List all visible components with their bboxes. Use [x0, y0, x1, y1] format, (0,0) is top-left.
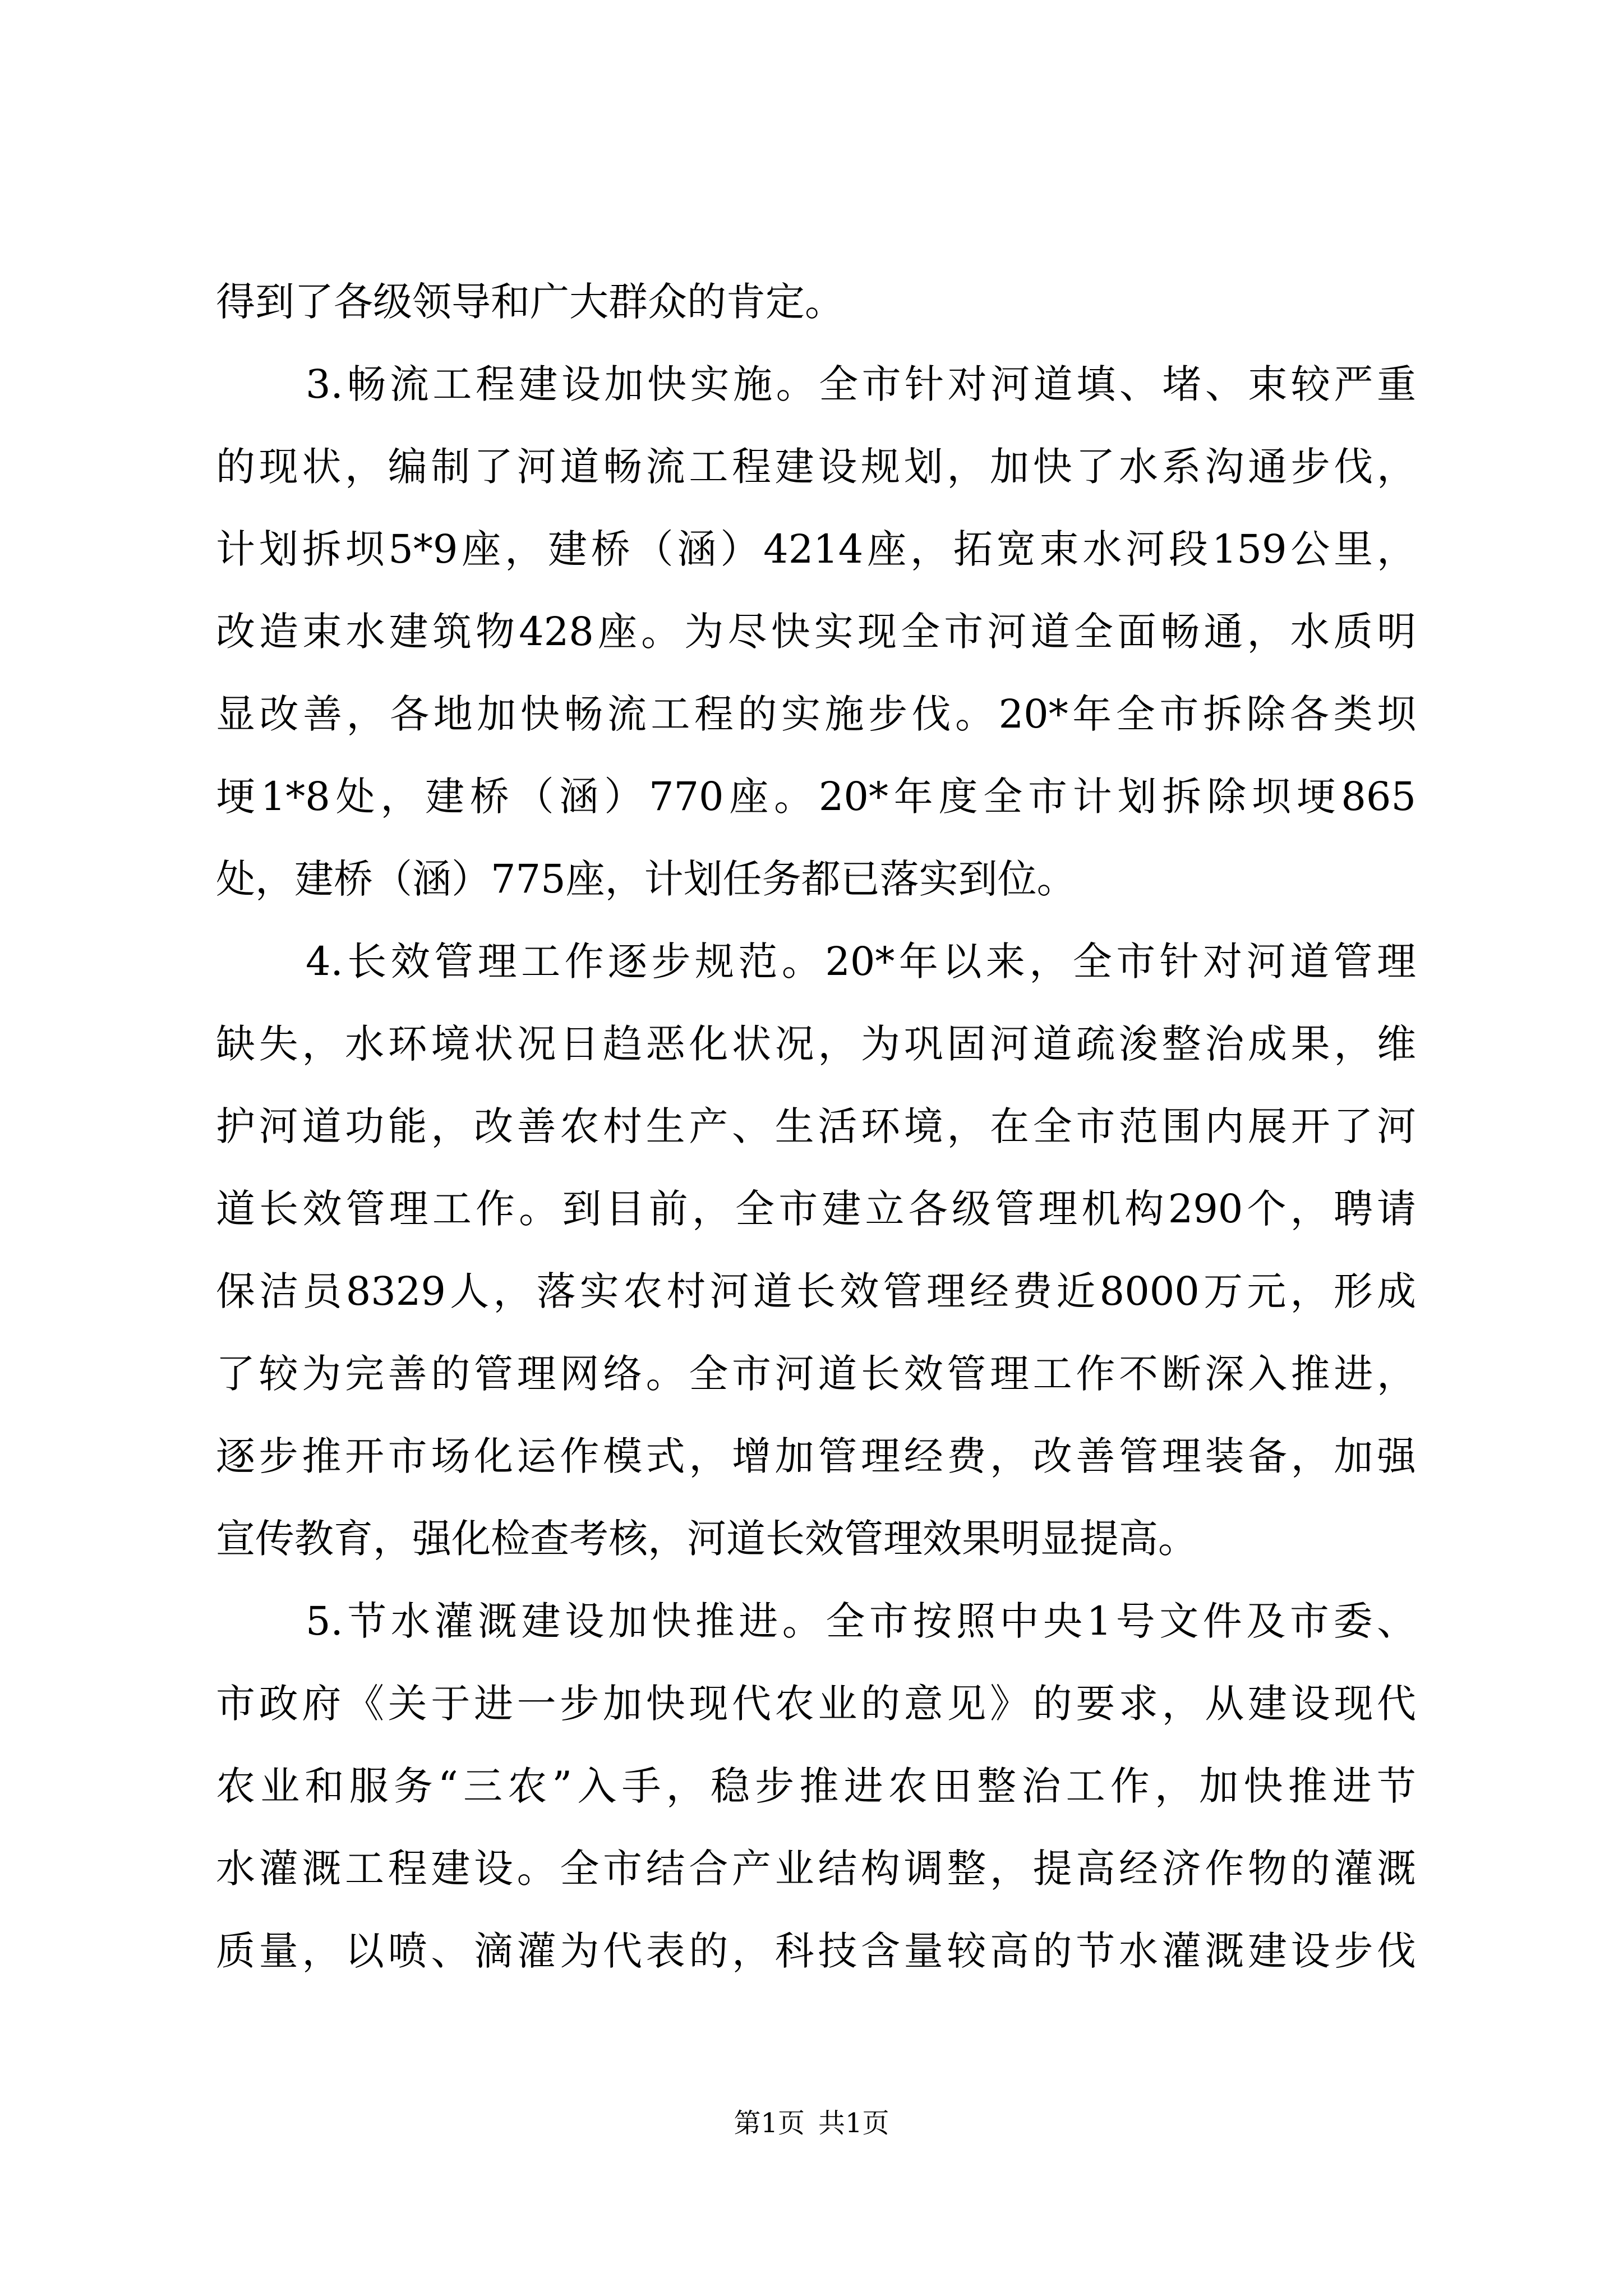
text-line: 得到了各级领导和广大群众的肯定。 [216, 279, 844, 325]
text-line: 的现状，编制了河道畅流工程建设规划，加快了水系沟通步伐， [216, 444, 1416, 490]
text-line: 质量，以喷、滴灌为代表的，科技含量较高的节水灌溉建设步伐 [216, 1928, 1416, 1974]
text-line: 护河道功能，改善农村生产、生活环境，在全市范围内展开了河 [216, 1103, 1416, 1149]
text-line: 缺失，水环境状况日趋恶化状况，为巩固河道疏浚整治成果，维 [216, 1021, 1416, 1067]
text-line: 市政府《关于进一步加快现代农业的意见》的要求，从建设现代 [216, 1681, 1416, 1727]
body-text [216, 261, 1416, 1993]
text-line: 了较为完善的管理网络。全市河道长效管理工作不断深入推进， [216, 1351, 1416, 1397]
text-line: 逐步推开市场化运作模式，增加管理经费，改善管理装备，加强 [216, 1433, 1416, 1479]
text-line: 改造束水建筑物428座。为尽快实现全市河道全面畅通，水质明 [216, 609, 1416, 655]
text-line: 保洁员8329人，落实农村河道长效管理经费近8000万元，形成 [216, 1268, 1416, 1314]
text-line: 5.节水灌溉建设加快推进。全市按照中央1号文件及市委、 [306, 1598, 1416, 1644]
text-line: 水灌溉工程建设。全市结合产业结构调整，提高经济作物的灌溉 [216, 1846, 1416, 1892]
text-line: 显改善，各地加快畅流工程的实施步伐。20*年全市拆除各类坝 [216, 691, 1416, 737]
text-line: 处，建桥（涵）775座，计划任务都已落实到位。 [216, 856, 1076, 902]
text-line: 4.长效管理工作逐步规范。20*年以来，全市针对河道管理 [306, 938, 1416, 984]
page-footer [0, 2106, 1623, 2140]
text-line: 计划拆坝5*9座，建桥（涵）4214座，拓宽束水河段159公里， [216, 526, 1416, 572]
text-line: 道长效管理工作。到目前，全市建立各级管理机构290个，聘请 [216, 1186, 1416, 1232]
text-line: 宣传教育，强化检查考核，河道长效管理效果明显提高。 [216, 1516, 1197, 1562]
text-line: 农业和服务“三农”入手，稳步推进农田整治工作，加快推进节 [216, 1763, 1416, 1809]
text-line: 3.畅流工程建设加快实施。全市针对河道填、堵、束较严重 [306, 361, 1416, 407]
page-total: 共1页 [818, 2108, 889, 2139]
text-line: 埂1*8处，建桥（涵）770座。20*年度全市计划拆除坝埂865 [216, 774, 1416, 820]
page-number: 第1页 [734, 2108, 805, 2139]
